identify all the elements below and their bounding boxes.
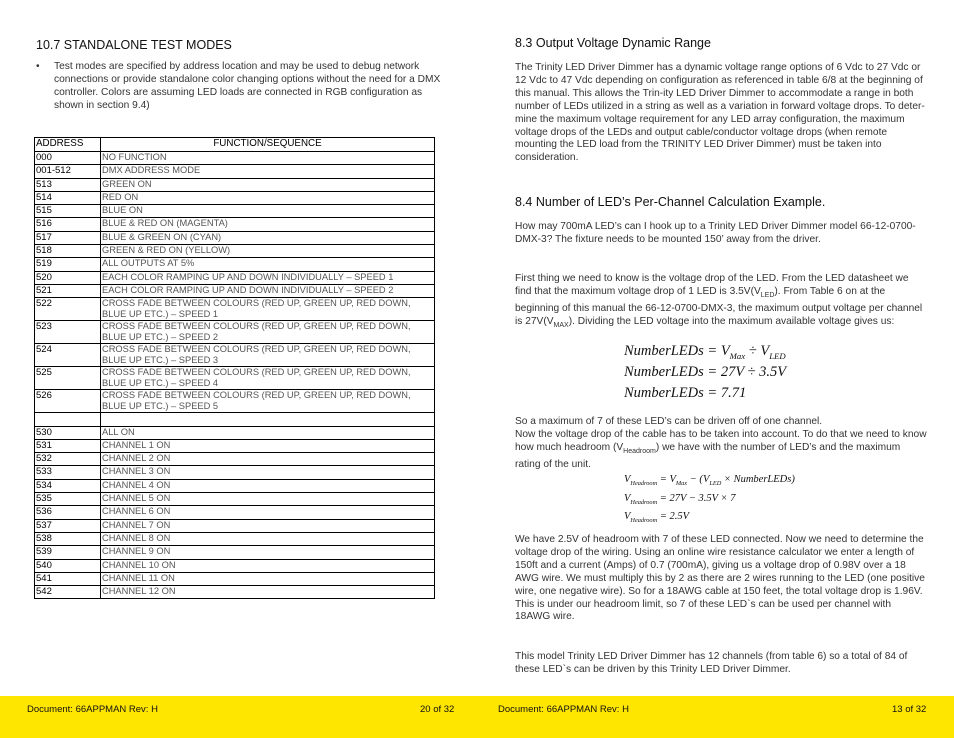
address-cell: 001-512 [35, 165, 101, 178]
address-cell: 523 [35, 321, 101, 344]
function-cell: EACH COLOR RAMPING UP AND DOWN INDIVIDUALLY – SPEED 1 [101, 271, 435, 284]
table-row [35, 439, 435, 452]
table-row [35, 559, 435, 572]
function-cell: GREEN ON [101, 178, 435, 191]
address-cell: 521 [35, 284, 101, 297]
eq4-vled: V [702, 474, 710, 485]
headroom-text-b: ) we have with the number of LED’s and the maximum rating of the unit. [515, 441, 901, 470]
eq6-sub: Headroom [630, 517, 658, 525]
address-cell: 520 [35, 271, 101, 284]
address-cell: 537 [35, 519, 101, 532]
eq1-sub-max: Max [729, 350, 746, 361]
eq1-vled: V [760, 343, 770, 359]
address-cell: 513 [35, 178, 101, 191]
table-row [35, 298, 435, 321]
function-cell: CHANNEL 12 ON [101, 586, 435, 599]
table-row [35, 258, 435, 271]
function-cell: BLUE & GREEN ON (CYAN) [101, 231, 435, 244]
section-heading-10-7: 10.7 STANDALONE TEST MODES [36, 38, 232, 52]
table-row [35, 245, 435, 258]
address-cell: 514 [35, 191, 101, 204]
table-row [35, 479, 435, 492]
table-row [35, 152, 435, 165]
table-row [35, 506, 435, 519]
subscript-headroom: Headroom [623, 447, 656, 455]
address-cell: 516 [35, 218, 101, 231]
address-cell: 515 [35, 205, 101, 218]
paragraph-so-maximum: So a maximum of 7 of these LED’s can be driven off of one channel. [515, 416, 823, 427]
function-cell: CHANNEL 1 ON [101, 439, 435, 452]
table-row [35, 519, 435, 532]
paragraph-headroom [515, 429, 927, 472]
function-cell: CROSS FADE BETWEEN COLOURS (RED UP, GREEN UP, RED DOWN, BLUE UP ETC.) – SPEED 1 [101, 298, 435, 321]
table-row [35, 453, 435, 466]
footer-right-page-number: 13 of 32 [892, 704, 927, 715]
function-cell: GREEN & RED ON (YELLOW) [101, 245, 435, 258]
function-cell: CHANNEL 6 ON [101, 506, 435, 519]
function-cell: CROSS FADE BETWEEN COLOURS (RED UP, GREEN UP, RED DOWN, BLUE UP ETC.) – SPEED 3 [101, 344, 435, 367]
address-cell: 531 [35, 439, 101, 452]
column-header-address: ADDRESS [35, 138, 101, 152]
equation-headroom-3: $V_{Headroom} = 2.5V$ [624, 511, 690, 525]
address-cell: 533 [35, 466, 101, 479]
eq4-sub-led: LED [709, 480, 722, 488]
footer-left-page-number: 20 of 32 [420, 704, 455, 715]
address-cell: 522 [35, 298, 101, 321]
function-cell: EACH COLOR RAMPING UP AND DOWN INDIVIDUALLY – SPEED 2 [101, 284, 435, 297]
eq5-sub: Headroom [630, 499, 658, 507]
eq1-vmax: V [720, 343, 730, 359]
function-cell: CROSS FADE BETWEEN COLOURS (RED UP, GREEN UP, RED DOWN, BLUE UP ETC.) – SPEED 5 [101, 390, 435, 413]
function-cell: BLUE ON [101, 205, 435, 218]
equation-headroom-2: $V_{Headroom} = 27V - 3.5V \times 7$ [624, 493, 736, 507]
table-row [35, 493, 435, 506]
eq2-rhs: 27V ÷ 3.5V [720, 364, 787, 380]
table-row [35, 413, 435, 426]
equation-headroom-1: $V_{Headroom} = V_{Max} - (V_{LED}$ × NumberLEDs) [624, 474, 795, 488]
address-cell: 518 [35, 245, 101, 258]
address-cell: 536 [35, 506, 101, 519]
address-cell: 541 [35, 572, 101, 585]
section-heading-8-4: 8.4 Number of LED’s Per-Channel Calculation Example. [515, 195, 826, 209]
function-cell: RED ON [101, 191, 435, 204]
table-row [35, 426, 435, 439]
eq4-sub: Headroom [630, 480, 658, 488]
table-row [35, 284, 435, 297]
eq6-rhs: 2.5V [669, 511, 690, 522]
address-cell: 519 [35, 258, 101, 271]
eq4-tail: × NumberLEDs) [723, 474, 795, 485]
function-cell: CHANNEL 9 ON [101, 546, 435, 559]
function-cell: CHANNEL 11 ON [101, 572, 435, 585]
address-cell [35, 413, 101, 426]
address-cell: 542 [35, 586, 101, 599]
table-header-row [35, 138, 435, 152]
table-row [35, 546, 435, 559]
table-row [35, 205, 435, 218]
eq1-lhs: NumberLEDs [624, 343, 704, 359]
subscript-max: MAX [553, 321, 569, 329]
subscript-led: LED [760, 291, 775, 299]
equation-number-leds-3: NumberLEDs = 7.71 [624, 385, 747, 401]
function-cell: CROSS FADE BETWEEN COLOURS (RED UP, GREEN UP, RED DOWN, BLUE UP ETC.) – SPEED 4 [101, 367, 435, 390]
paragraph-wire-drop: We have 2.5V of headroom with 7 of these LED connected. Now we need to determine the voltage drop of the wiring. Using an online wire resistance calculator we enter a length of 150ft and a current (Amps) of 0.7 (700mA), giving us a voltage drop of 0.98V over a 18 AWG wire. We must multiply this by 2 as there are 2 wires running to the LED (one positive wire, one negative wire). So for a 18AWG cable at 150 feet, the total voltage drop is 1.96V. This is under our headroom limit, so 7 of these LED`s can be used per channel with 18AWG wire. [515, 534, 925, 623]
table-row [35, 218, 435, 231]
equation-number-leds-2: NumberLEDs = 27V ÷ 3.5V [624, 364, 787, 380]
footer-left-doc: Document: 66APPMAN Rev: H [27, 704, 158, 715]
table-row [35, 586, 435, 599]
function-cell [101, 413, 435, 426]
headroom-text-a: Now the voltage drop of the cable has to be taken into account. To do that we need to know how much headroom (V [515, 429, 927, 453]
table-row [35, 572, 435, 585]
function-cell: NO FUNCTION [101, 152, 435, 165]
section-heading-8-3: 8.3 Output Voltage Dynamic Range [515, 36, 711, 50]
table-row [35, 191, 435, 204]
first-thing-text-a: First thing we need to know is the voltage drop of the LED. From the LED datasheet we find that the maximum voltage drop of 1 LED is 3.5V(V [515, 273, 909, 297]
first-thing-text-c: ). Dividing the LED voltage into the maximum available voltage gives us: [568, 315, 895, 327]
function-cell: CHANNEL 8 ON [101, 532, 435, 545]
table-row [35, 271, 435, 284]
function-cell: CHANNEL 7 ON [101, 519, 435, 532]
address-cell: 000 [35, 152, 101, 165]
table-row [35, 165, 435, 178]
table-row [35, 390, 435, 413]
address-cell: 526 [35, 390, 101, 413]
function-cell: CHANNEL 5 ON [101, 493, 435, 506]
eq6-v: V [624, 511, 631, 522]
eq3-rhs: 7.71 [720, 385, 747, 401]
function-cell: ALL OUTPUTS AT 5% [101, 258, 435, 271]
function-cell: CHANNEL 2 ON [101, 453, 435, 466]
table-row [35, 466, 435, 479]
first-thing-text-b: ). From Table 6 on at the beginning of this manual the 66-12-0700-DMX-3, the maximum output voltage per channel is 27V(V [515, 285, 923, 327]
function-cell: CHANNEL 3 ON [101, 466, 435, 479]
paragraph-question: How may 700mA LED’s can I hook up to a Trinity LED Driver Dimmer model 66-12-0700-DMX-3? The fixture needs to be mounted 150’ away from the driver. [515, 221, 916, 245]
function-cell: CROSS FADE BETWEEN COLOURS (RED UP, GREEN UP, RED DOWN, BLUE UP ETC.) – SPEED 2 [101, 321, 435, 344]
test-modes-table [34, 137, 435, 599]
paragraph-output-voltage: The Trinity LED Driver Dimmer has a dynamic voltage range options of 6 Vdc to 27 Vdc or 12 Vdc to 47 Vdc depending on configuration as referenced in table 6/8 at the beginning of this manual. This allows the Trin-ity LED Driver Dimmer to accommodate a range in both number of LEDs utilized in a string as well as a variation in forward voltage drops. To deter-mine the maximum voltage requirement for any LED array configuration, the maximum voltage drops of the LEDs and output cable/conductor voltage drops (when remote mounting the LED load from the TRINITY LED Driver Dimmer) must be taken into consideration. [515, 62, 925, 164]
eq1-sub-led: LED [769, 350, 786, 361]
function-cell: ALL ON [101, 426, 435, 439]
eq2-lhs: NumberLEDs [624, 364, 704, 380]
address-cell: 530 [35, 426, 101, 439]
footer-bar [0, 696, 954, 738]
address-cell: 535 [35, 493, 101, 506]
address-cell: 534 [35, 479, 101, 492]
bullet-text: Test modes are specified by address location and may be used to debug network connections or provide standalone color changing options without the need for a DMX controller. Colors are assuming LED loads are connected in RGB configuration as shown in section 9.4) [54, 61, 441, 111]
column-header-function: FUNCTION/SEQUENCE [101, 138, 435, 152]
paragraph-first-thing [515, 273, 927, 333]
eq5-v: V [624, 493, 631, 504]
address-cell: 517 [35, 231, 101, 244]
function-cell: CHANNEL 4 ON [101, 479, 435, 492]
table-row [35, 321, 435, 344]
eq4-v: V [624, 474, 631, 485]
table-row [35, 178, 435, 191]
left-page [0, 0, 477, 696]
eq5-rhs: 27V − 3.5V × 7 [669, 493, 736, 504]
table-row [35, 344, 435, 367]
paragraph-conclusion: This model Trinity LED Driver Dimmer has 12 channels (from table 6) so a total of 84 of these LED`s can be driven by this Trinity LED Driver Dimmer. [515, 651, 908, 675]
address-cell: 540 [35, 559, 101, 572]
function-cell: BLUE & RED ON (MAGENTA) [101, 218, 435, 231]
eq3-lhs: NumberLEDs [624, 385, 704, 401]
footer-right-doc: Document: 66APPMAN Rev: H [498, 704, 629, 715]
eq4-vmax: V [669, 474, 676, 485]
address-cell: 525 [35, 367, 101, 390]
table-row [35, 367, 435, 390]
bullet-icon: • [36, 61, 40, 72]
eq4-sub-max: Max [675, 480, 688, 488]
address-cell: 532 [35, 453, 101, 466]
address-cell: 524 [35, 344, 101, 367]
bullet-paragraph [36, 60, 446, 112]
table-row [35, 532, 435, 545]
address-cell: 539 [35, 546, 101, 559]
address-cell: 538 [35, 532, 101, 545]
function-cell: CHANNEL 10 ON [101, 559, 435, 572]
equation-number-leds-1: NumberLEDs = $V_{Max} \div V_{LED}$ [624, 343, 786, 361]
function-cell: DMX ADDRESS MODE [101, 165, 435, 178]
table-row [35, 231, 435, 244]
